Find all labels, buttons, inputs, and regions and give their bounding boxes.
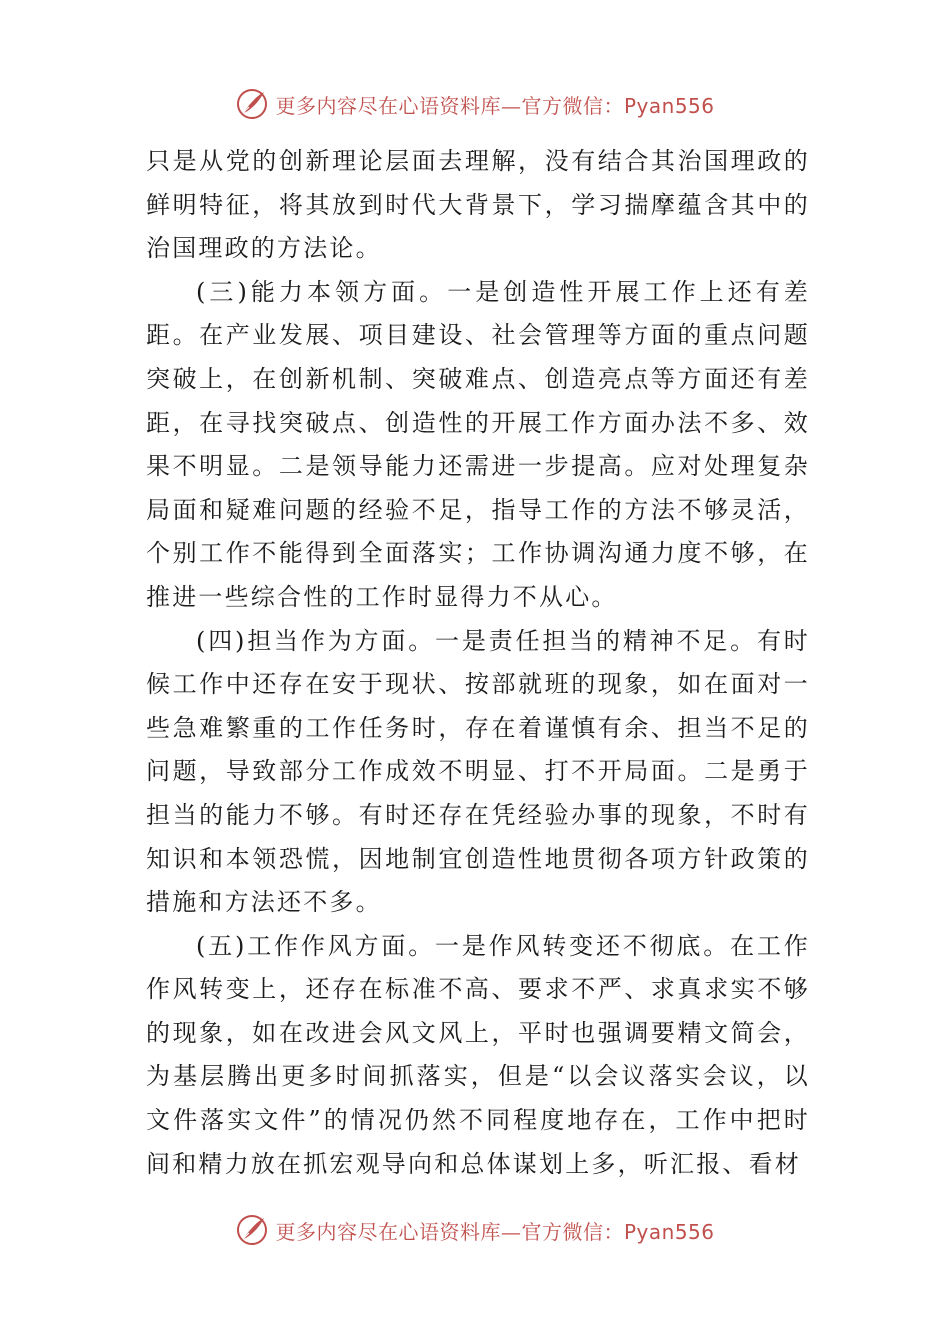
banner-text: 更多内容尽在心语资料库—官方微信：: [275, 1219, 624, 1244]
paragraph-continued: 只是从党的创新理论层面去理解，没有结合其治国理政的鲜明特征，将其放到时代大背景下，学习揣摩蕴含其中的治国理政的方法论。: [146, 147, 810, 263]
banner-text: 更多内容尽在心语资料库—官方微信：: [275, 93, 624, 118]
paragraph-responsibility: (四)担当作为方面。一是责任担当的精神不足。有时候工作中还存在安于现状、按部就班的现象，如在面对一些急难繁重的工作任务时，存在着谨慎有余、担当不足的问题，导致部分工作成效不明显、打不开局面。二是勇于担当的能力不够。有时还存在凭经验办事的现象，不时有知识和本领恐慌，因地制宜创造性地贯彻各项方针政策的措施和方法还不多。: [146, 626, 810, 917]
banner-wechat-id: Pyan556: [623, 93, 715, 118]
paragraph-work-style: (五)工作作风方面。一是作风转变还不彻底。在工作作风转变上，还存在标准不高、要求不严、求真求实不够的现象，如在改进会风文风上，平时也强调要精文简会，为基层腾出更多时间抓落实，但是“以会议落实会议，以文件落实文件”的情况仍然不同程度地存在，工作中把时间和精力放在抓宏观导向和总体谋划上多，听汇报、看材: [146, 931, 810, 1178]
banner-wechat-id: Pyan556: [623, 1219, 715, 1244]
footer-watermark-banner: [0, 1210, 950, 1250]
header-watermark-banner: [0, 84, 950, 124]
quill-logo-icon: [235, 1213, 269, 1247]
document-body: [146, 140, 810, 1186]
paragraph-ability: (三)能力本领方面。一是创造性开展工作上还有差距。在产业发展、项目建设、社会管理等方面的重点问题突破上，在创新机制、突破难点、创造亮点等方面还有差距，在寻找突破点、创造性的开展工作方面办法不多、效果不明显。二是领导能力还需进一步提高。应对处理复杂局面和疑难问题的经验不足，指导工作的方法不够灵活，个别工作不能得到全面落实；工作协调沟通力度不够，在推进一些综合性的工作时显得力不从心。: [146, 277, 810, 611]
quill-logo-icon: [235, 87, 269, 121]
